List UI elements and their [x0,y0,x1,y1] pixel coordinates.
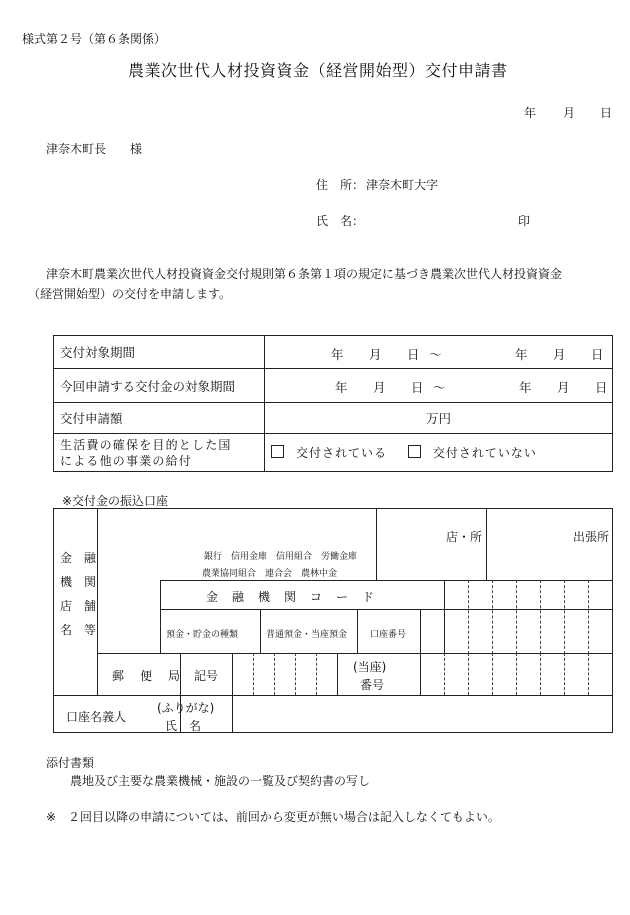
not-received-checkbox[interactable] [408,445,421,458]
address-label: 住 所： [316,178,365,192]
attachments-title: 添付書類 [46,756,95,770]
current-period-cell[interactable]: 年 月 日 ～ 年 月 日 [265,369,613,403]
deposit-type-label: 預金・貯金の種類 [166,630,239,640]
page-title: 農業次世代人材投資資金（経営開始型）交付申請書 [128,61,508,80]
institution-types-line2: 農業協同組合 連合会 農林中金 [202,569,338,579]
address-value[interactable]: 津奈木町大字 [366,178,439,192]
other-benefit-label: 生活費の確保を目的とした国 による他の事業の給付 [54,434,265,472]
current-period-label: 今回申請する交付金の対象期間 [54,369,265,403]
not-received-option-label: 交付されていない [432,446,537,460]
form-number: 様式第２号（第６条関係） [22,32,167,46]
holder-name-label: 氏 名 [165,719,202,733]
period-label: 交付対象期間 [54,336,265,369]
body-text-line1: 津奈木町農業次世代人材投資資金交付規則第６条第１項の規定に基づき農業次世代人材投資資金 [46,267,563,281]
date-day: 日 [600,106,613,120]
amount-label: 交付申請額 [54,403,265,434]
branch-label: 店・所 [446,530,483,544]
deposit-type-value[interactable]: 普通預金・当座預金 [266,630,348,640]
financial-institution-label-2: 機 関 [60,575,97,589]
institution-types-line1: 銀行 信用金庫 信用組合 労働金庫 [204,552,358,562]
bank-section-title: ※交付金の振込口座 [62,494,169,508]
financial-institution-label-3: 店 舗 [60,599,97,613]
amount-unit: 万円 [425,411,451,426]
body-text-line2: （経営開始型）の交付を申請します。 [28,287,232,301]
seal-mark: 印 [518,214,531,228]
addressee: 津奈木町長 様 [46,142,143,156]
note-text: ※ ２回目以降の申請については、前回から変更が無い場合は記入しなくてもよい。 [46,810,500,824]
institution-code-label: 金 融 機 関 コ ー ド [206,590,376,604]
application-table [53,335,613,472]
number-label: 番号 [360,678,385,692]
sub-branch-label: 出張所 [573,530,610,544]
financial-institution-label-4: 名 等 [60,623,97,637]
period-cell[interactable]: 年 月 日 ～ 年 月 日 [265,336,613,369]
holder-name-field[interactable] [236,698,608,730]
date-month: 月 [563,106,576,120]
amount-cell[interactable] [265,403,613,434]
received-checkbox[interactable] [271,445,284,458]
date-year: 年 [524,106,537,120]
attachments-item: 農地及び主要な農業機械・施設の一覧及び契約書の写し [70,774,371,788]
symbol-label: 記号 [194,669,219,683]
account-number-label: 口座番号 [370,630,407,640]
other-benefit-options [265,434,613,472]
name-label: 氏 名： [316,214,365,228]
current-account-label: (当座) [353,660,387,674]
post-office-label: 郵 便 局 [112,669,183,683]
received-option-label: 交付されている [296,446,388,460]
financial-institution-label-1: 金 融 [60,551,97,565]
furigana-label: (ふりがな) [157,701,215,715]
account-holder-label: 口座名義人 [66,710,127,724]
